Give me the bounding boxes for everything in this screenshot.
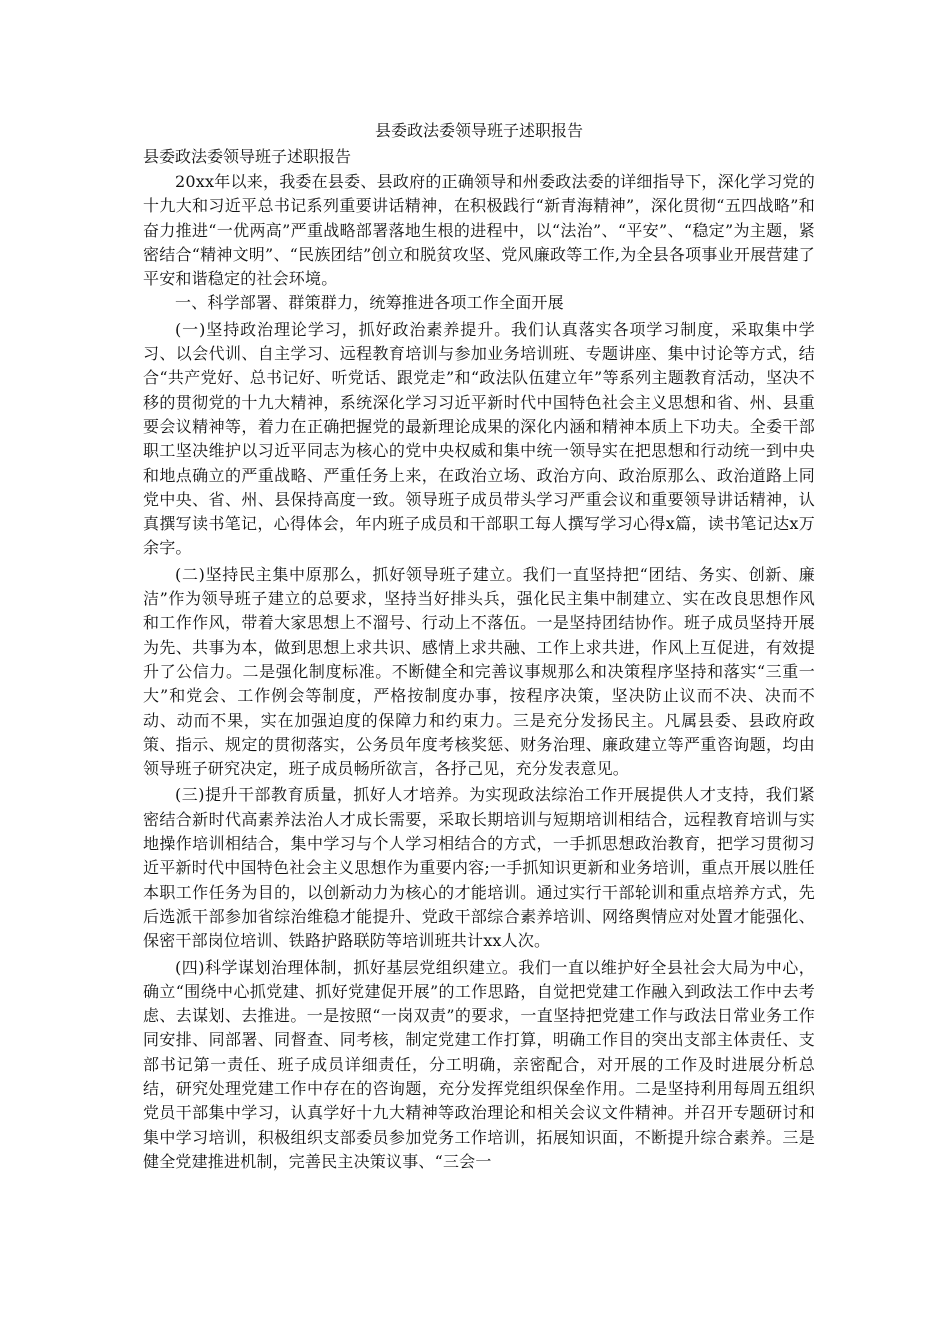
section-heading-1: 一、科学部署、群策群力，统筹推进各项工作全面开展 — [175, 293, 564, 313]
document-subtitle: 县委政法委领导班子述职报告 — [143, 147, 352, 166]
paragraph-intro: 20xx年以来，我委在县委、县政府的正确领导和州委政法委的详细指导下，深化学习党的十九大和习近平总书记系列重要讲话精神，在积极践行“新青海精神”，深化贯彻“五四战略”和奋力推进“一优两高”严重战略部署落地生根的进程中，以“法治”、“平安”、“稳定”为主题，紧密结合“精神文明”、“民族团结”创立和脱贫攻坚、党风廉政等工作,为全县各项事业开展营建了平安和谐稳定的社会环境。 — [143, 172, 815, 289]
document-page — [143, 120, 815, 1174]
paragraph-item-3: (三)提升干部教育质量，抓好人才培养。为实现政法综治工作开展提供人才支持，我们紧密结合新时代高素养法治人才成长需要，采取长期培训与短期培训相结合，远程教育培训与实地操作培训相结合，集中学习与个人学习相结合的方式，一手抓思想政治教育，把学习贯彻习近平新时代中国特色社会主义思想作为重要内容;一手抓知识更新和业务培训，重点开展以胜任本职工作任务为目的，以创新动力为核心的才能培训。通过实行干部轮训和重点培养方式，先后选派干部参加省综治维稳才能提升、党政干部综合素养培训、网络舆情应对处置才能强化、保密干部岗位培训、铁路护路联防等培训班共计xx人次。 — [143, 785, 815, 951]
paragraph-item-2: (二)坚持民主集中原那么，抓好领导班子建立。我们一直坚持把“团结、务实、创新、廉洁”作为领导班子建立的总要求，坚持当好排头兵，强化民主集中制建立、实在改良思想作风和工作作风，带着大家思想上不溜号、行动上不落伍。一是坚持团结协作。班子成员坚持开展为先、共事为本，做到思想上求共识、感情上求共融、工作上求共进，作风上互促进，有效提升了公信力。二是强化制度标准。不断健全和完善议事规那么和决策程序坚持和落实“三重一大”和党会、工作例会等制度，严格按制度办事，按程序决策，坚决防止议而不决、决而不动、动而不果，实在加强迫度的保障力和约束力。三是充分发扬民主。凡属县委、县政府政策、指示、规定的贯彻落实，公务员年度考核奖惩、财务治理、廉政建立等严重咨询题，均由领导班子研究决定，班子成员畅所欲言，各抒己见，充分发表意见。 — [143, 564, 815, 779]
document-title: 县委政法委领导班子述职报告 — [374, 121, 583, 140]
paragraph-item-1: (一)坚持政治理论学习，抓好政治素养提升。我们认真落实各项学习制度，采取集中学习、以会代训、自主学习、远程教育培训与参加业务培训班、专题讲座、集中讨论等方式，结合“共产党好、总书记好、听党话、跟党走”和“政法队伍建立年”等系列主题教育活动，坚决不移的贯彻党的十九大精神，系统深化学习习近平新时代中国特色社会主义思想和省、州、县重要会议精神等，着力在正确把握党的最新理论成果的深化内涵和精神本质上下功夫。全委干部职工坚决维护以习近平同志为核心的党中央权威和集中统一领导实在把思想和行动统一到中央和地点确立的严重战略、严重任务上来，在政治立场、政治方向、政治原那么、政治道路上同党中央、省、州、县保持高度一致。领导班子成员带头学习严重会议和重要领导讲话精神，认真撰写读书笔记，心得体会，年内班子成员和干部职工每人撰写学习心得x篇，读书笔记达x万余字。 — [143, 319, 815, 558]
paragraph-item-4: (四)科学谋划治理体制，抓好基层党组织建立。我们一直以维护好全县社会大局为中心，确立“围绕中心抓党建、抓好党建促开展”的工作思路，自觉把党建工作融入到政法工作中去考虑、去谋划、去推进。一是按照“一岗双责”的要求，一直坚持把党建工作与政法日常业务工作同安排、同部署、同督查、同考核，制定党建工作打算，明确工作目的突出支部主体责任、支部书记第一责任、班子成员详细责任，分工明确，亲密配合，对开展的工作及时进展分析总结，研究处理党建工作中存在的咨询题，充分发挥党组织保垒作用。二是坚持利用每周五组织党员干部集中学习，认真学好十九大精神等政治理论和相关会议文件精神。并召开专题研讨和集中学习培训，积极组织支部委员参加党务工作培训，拓展知识面，不断提升综合素养。三是健全党建推进机制，完善民主决策议事、“三会一 — [143, 957, 815, 1171]
